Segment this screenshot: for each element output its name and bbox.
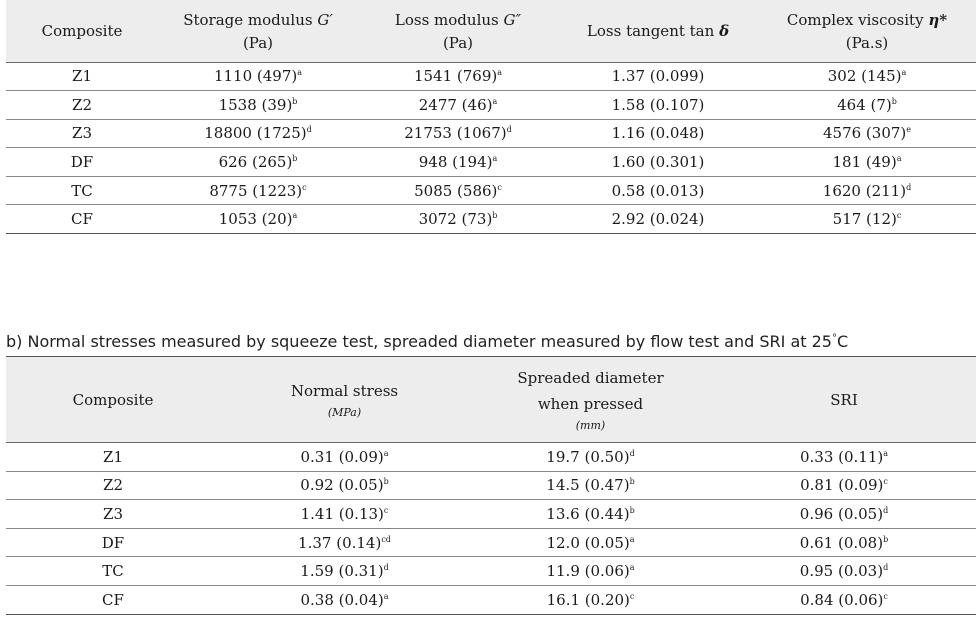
cell-storage-modulus-value: 1110 (497): [213, 67, 298, 86]
cell-sri-value: 0.84 (0.06): [800, 590, 884, 609]
cell-storage-modulus-significance: d: [306, 125, 312, 135]
cell-normal-stress-value: 1.59 (0.31): [300, 562, 384, 581]
caption-degree: °: [831, 333, 837, 344]
cell-sri: [712, 585, 976, 614]
cell-normal-stress: [220, 557, 469, 586]
cell-loss-modulus: [358, 91, 558, 120]
cell-composite: [6, 176, 158, 205]
cell-loss-tangent-value: 1.58 (0.107): [611, 95, 705, 114]
cell-composite-value: Z1: [72, 67, 92, 86]
cell-composite: [6, 443, 220, 472]
header-tangent-label: Loss tangent tan: [586, 22, 715, 41]
cell-loss-tangent-value: 0.58 (0.013): [611, 181, 705, 200]
cell-normal-stress-value: 0.92 (0.05): [300, 476, 384, 495]
squeeze-header-row: [6, 357, 976, 443]
cell-spreaded-diameter: [469, 471, 712, 500]
cell-storage-modulus: [158, 62, 358, 91]
cell-loss-modulus: [358, 148, 558, 177]
cell-composite: [6, 91, 158, 120]
caption-text: b) Normal stresses measured by squeeze test, spreaded diameter measured by flow test and SRI at 25: [6, 332, 832, 351]
cell-sri-significance: d: [883, 505, 889, 515]
cell-spreaded-diameter-value: 13.6 (0.44): [546, 504, 630, 523]
cell-normal-stress-value: 0.31 (0.09): [300, 447, 384, 466]
cell-loss-tangent-value: 2.92 (0.024): [611, 210, 705, 229]
cell-normal-stress-significance: b: [383, 477, 389, 487]
cell-loss-tangent-value: 1.37 (0.099): [611, 67, 705, 86]
table-row: [6, 91, 976, 120]
cell-complex-viscosity-value: 302 (145): [827, 67, 902, 86]
cell-composite-value: TC: [102, 562, 124, 581]
cell-storage-modulus-value: 626 (265): [218, 153, 293, 172]
cell-storage-modulus: [158, 205, 358, 234]
cell-spreaded-diameter-value: 11.9 (0.06): [546, 562, 630, 581]
cell-storage-modulus: [158, 119, 358, 148]
cell-complex-viscosity-value: 181 (49): [832, 153, 897, 172]
cell-normal-stress: [220, 500, 469, 529]
header-stress-label: Normal stress: [290, 381, 399, 400]
cell-composite: [6, 585, 220, 614]
cell-loss-modulus-value: 2477 (46): [418, 95, 493, 114]
table-row: [6, 528, 976, 557]
cell-complex-viscosity-value: 1620 (211): [822, 181, 907, 200]
cell-sri: [712, 443, 976, 472]
cell-complex-viscosity: [758, 62, 976, 91]
cell-loss-modulus: [358, 176, 558, 205]
cell-complex-viscosity-significance: d: [906, 182, 912, 192]
cell-composite: [6, 62, 158, 91]
cell-loss-modulus-value: 21753 (1067): [404, 124, 507, 143]
cell-spreaded-diameter: [469, 500, 712, 529]
cell-sri-significance: c: [883, 477, 888, 487]
cell-sri: [712, 557, 976, 586]
cell-composite: [6, 148, 158, 177]
cell-normal-stress: [220, 443, 469, 472]
table-row: [6, 205, 976, 234]
cell-loss-modulus-significance: a: [492, 96, 498, 106]
cell-composite-value: Z3: [72, 124, 92, 143]
header-normal-stress: [220, 357, 469, 443]
table-row: [6, 148, 976, 177]
cell-sri: [712, 471, 976, 500]
header-sri: SRI: [712, 357, 976, 443]
cell-composite: [6, 471, 220, 500]
cell-storage-modulus-value: 1053 (20): [218, 210, 293, 229]
cell-loss-modulus-significance: a: [492, 154, 498, 164]
cell-sri-value: 0.33 (0.11): [799, 447, 884, 466]
cell-complex-viscosity-significance: b: [891, 96, 897, 106]
header-viscosity-label: Complex viscosity: [786, 10, 924, 29]
cell-normal-stress-significance: a: [383, 591, 389, 601]
table-row: [6, 62, 976, 91]
cell-sri-value: 0.61 (0.08): [799, 533, 884, 552]
cell-storage-modulus-significance: b: [292, 96, 298, 106]
cell-complex-viscosity-significance: a: [896, 154, 902, 164]
cell-storage-modulus: [158, 176, 358, 205]
cell-composite-value: Z2: [72, 95, 92, 114]
cell-storage-modulus-significance: a: [297, 68, 303, 78]
cell-spreaded-diameter-value: 16.1 (0.20): [546, 590, 630, 609]
cell-complex-viscosity-significance: a: [901, 68, 907, 78]
cell-loss-tangent: [558, 205, 758, 234]
cell-sri: [712, 500, 976, 529]
cell-spreaded-diameter-significance: b: [629, 477, 635, 487]
cell-spreaded-diameter-significance: a: [629, 534, 635, 544]
cell-sri-significance: d: [883, 563, 889, 573]
cell-complex-viscosity-value: 464 (7): [837, 95, 892, 114]
squeeze-flow-table: [6, 356, 976, 615]
table-row: [6, 176, 976, 205]
cell-loss-modulus: [358, 205, 558, 234]
cell-loss-tangent: [558, 62, 758, 91]
header-storage-modulus: [158, 0, 358, 62]
cell-spreaded-diameter: [469, 557, 712, 586]
cell-composite-value: Z1: [103, 447, 123, 466]
cell-spreaded-diameter-value: 19.7 (0.50): [546, 447, 630, 466]
table-b-caption: [6, 332, 848, 351]
table-row: [6, 471, 976, 500]
cell-composite: [6, 205, 158, 234]
cell-sri-value: 0.95 (0.03): [799, 562, 884, 581]
table-row: [6, 119, 976, 148]
cell-loss-modulus-value: 948 (194): [418, 153, 493, 172]
cell-storage-modulus-significance: b: [292, 154, 298, 164]
rheology-table: [6, 0, 976, 234]
header-composite: Composite: [6, 0, 158, 62]
header-complex-viscosity: [758, 0, 976, 62]
header-viscosity-unit: (Pa.s): [845, 33, 889, 52]
cell-spreaded-diameter-value: 12.0 (0.05): [546, 533, 630, 552]
cell-normal-stress: [220, 585, 469, 614]
header-storage-label: Storage modulus: [183, 10, 313, 29]
header-storage-unit: (Pa): [242, 33, 274, 52]
cell-spreaded-diameter-significance: a: [629, 563, 635, 573]
header-storage-symbol: G′: [317, 10, 333, 29]
cell-loss-tangent: [558, 176, 758, 205]
cell-loss-modulus: [358, 119, 558, 148]
cell-composite-value: Z3: [103, 504, 123, 523]
cell-spreaded-diameter-value: 14.5 (0.47): [546, 476, 630, 495]
cell-complex-viscosity-significance: e: [906, 125, 911, 135]
cell-composite: [6, 119, 158, 148]
header-diameter-label-2: when pressed: [537, 394, 644, 413]
cell-normal-stress-significance: d: [383, 563, 389, 573]
cell-loss-tangent-value: 1.60 (0.301): [611, 153, 705, 172]
table-row: [6, 443, 976, 472]
header-loss-symbol: G″: [503, 10, 522, 29]
cell-composite-value: CF: [102, 590, 124, 609]
cell-normal-stress-significance: c: [383, 505, 389, 515]
cell-loss-tangent: [558, 148, 758, 177]
cell-complex-viscosity: [758, 119, 976, 148]
cell-spreaded-diameter: [469, 528, 712, 557]
cell-loss-tangent: [558, 91, 758, 120]
cell-loss-modulus-significance: c: [497, 182, 502, 192]
cell-composite-value: DF: [70, 153, 94, 172]
header-viscosity-symbol: η*: [928, 10, 948, 29]
cell-sri-significance: a: [883, 448, 889, 458]
header-tangent-symbol: δ: [719, 22, 730, 41]
cell-composite-value: Z2: [103, 476, 123, 495]
cell-complex-viscosity: [758, 176, 976, 205]
cell-spreaded-diameter: [469, 585, 712, 614]
header-stress-unit: (MPa): [327, 405, 362, 419]
header-diameter-unit: (mm): [575, 418, 606, 432]
cell-storage-modulus-value: 8775 (1223): [209, 181, 303, 200]
cell-storage-modulus: [158, 148, 358, 177]
cell-spreaded-diameter-significance: b: [629, 505, 635, 515]
cell-composite: [6, 528, 220, 557]
cell-storage-modulus-value: 18800 (1725): [204, 124, 307, 143]
header-loss-unit: (Pa): [442, 33, 474, 52]
cell-sri: [712, 528, 976, 557]
cell-composite: [6, 557, 220, 586]
cell-normal-stress-significance: a: [383, 448, 389, 458]
table-row: [6, 500, 976, 529]
cell-normal-stress-value: 1.37 (0.14): [298, 533, 382, 552]
cell-complex-viscosity-value: 517 (12): [832, 210, 897, 229]
cell-loss-modulus-significance: a: [497, 68, 503, 78]
cell-loss-modulus-value: 1541 (769): [413, 67, 498, 86]
cell-composite-value: TC: [71, 181, 93, 200]
cell-spreaded-diameter: [469, 443, 712, 472]
header-spreaded-diameter: [469, 357, 712, 443]
cell-loss-modulus-significance: d: [506, 125, 512, 135]
cell-loss-tangent: [558, 119, 758, 148]
cell-loss-modulus-significance: b: [492, 211, 498, 221]
cell-normal-stress-significance: cd: [381, 534, 391, 544]
cell-composite-value: DF: [101, 533, 125, 552]
cell-loss-modulus-value: 3072 (73): [418, 210, 493, 229]
cell-storage-modulus-value: 1538 (39): [218, 95, 293, 114]
cell-loss-modulus-value: 5085 (586): [414, 181, 498, 200]
cell-sri-significance: b: [883, 534, 889, 544]
header-b-composite: Composite: [6, 357, 220, 443]
cell-storage-modulus-significance: c: [302, 182, 307, 192]
cell-spreaded-diameter-significance: d: [629, 448, 635, 458]
header-diameter-label-1: Spreaded diameter: [517, 368, 664, 387]
cell-composite-value: CF: [71, 210, 93, 229]
cell-sri-value: 0.81 (0.09): [800, 476, 884, 495]
cell-complex-viscosity-significance: c: [896, 211, 902, 221]
caption-unit: C: [836, 332, 849, 351]
cell-complex-viscosity: [758, 205, 976, 234]
cell-sri-significance: c: [883, 591, 888, 601]
cell-complex-viscosity-value: 4576 (307): [822, 124, 907, 143]
cell-storage-modulus: [158, 91, 358, 120]
cell-complex-viscosity: [758, 91, 976, 120]
table-row: [6, 585, 976, 614]
cell-composite: [6, 500, 220, 529]
cell-loss-tangent-value: 1.16 (0.048): [611, 124, 705, 143]
header-loss-modulus: [358, 0, 558, 62]
cell-sri-value: 0.96 (0.05): [799, 504, 884, 523]
table-row: [6, 557, 976, 586]
cell-normal-stress: [220, 471, 469, 500]
rheology-header-row: [6, 0, 976, 62]
header-loss-label: Loss modulus: [394, 10, 499, 29]
header-loss-tangent: [558, 0, 758, 62]
cell-spreaded-diameter-significance: c: [629, 591, 635, 601]
cell-normal-stress-value: 1.41 (0.13): [300, 504, 384, 523]
cell-normal-stress: [220, 528, 469, 557]
cell-loss-modulus: [358, 62, 558, 91]
cell-normal-stress-value: 0.38 (0.04): [300, 590, 384, 609]
cell-storage-modulus-significance: a: [292, 211, 298, 221]
cell-complex-viscosity: [758, 148, 976, 177]
